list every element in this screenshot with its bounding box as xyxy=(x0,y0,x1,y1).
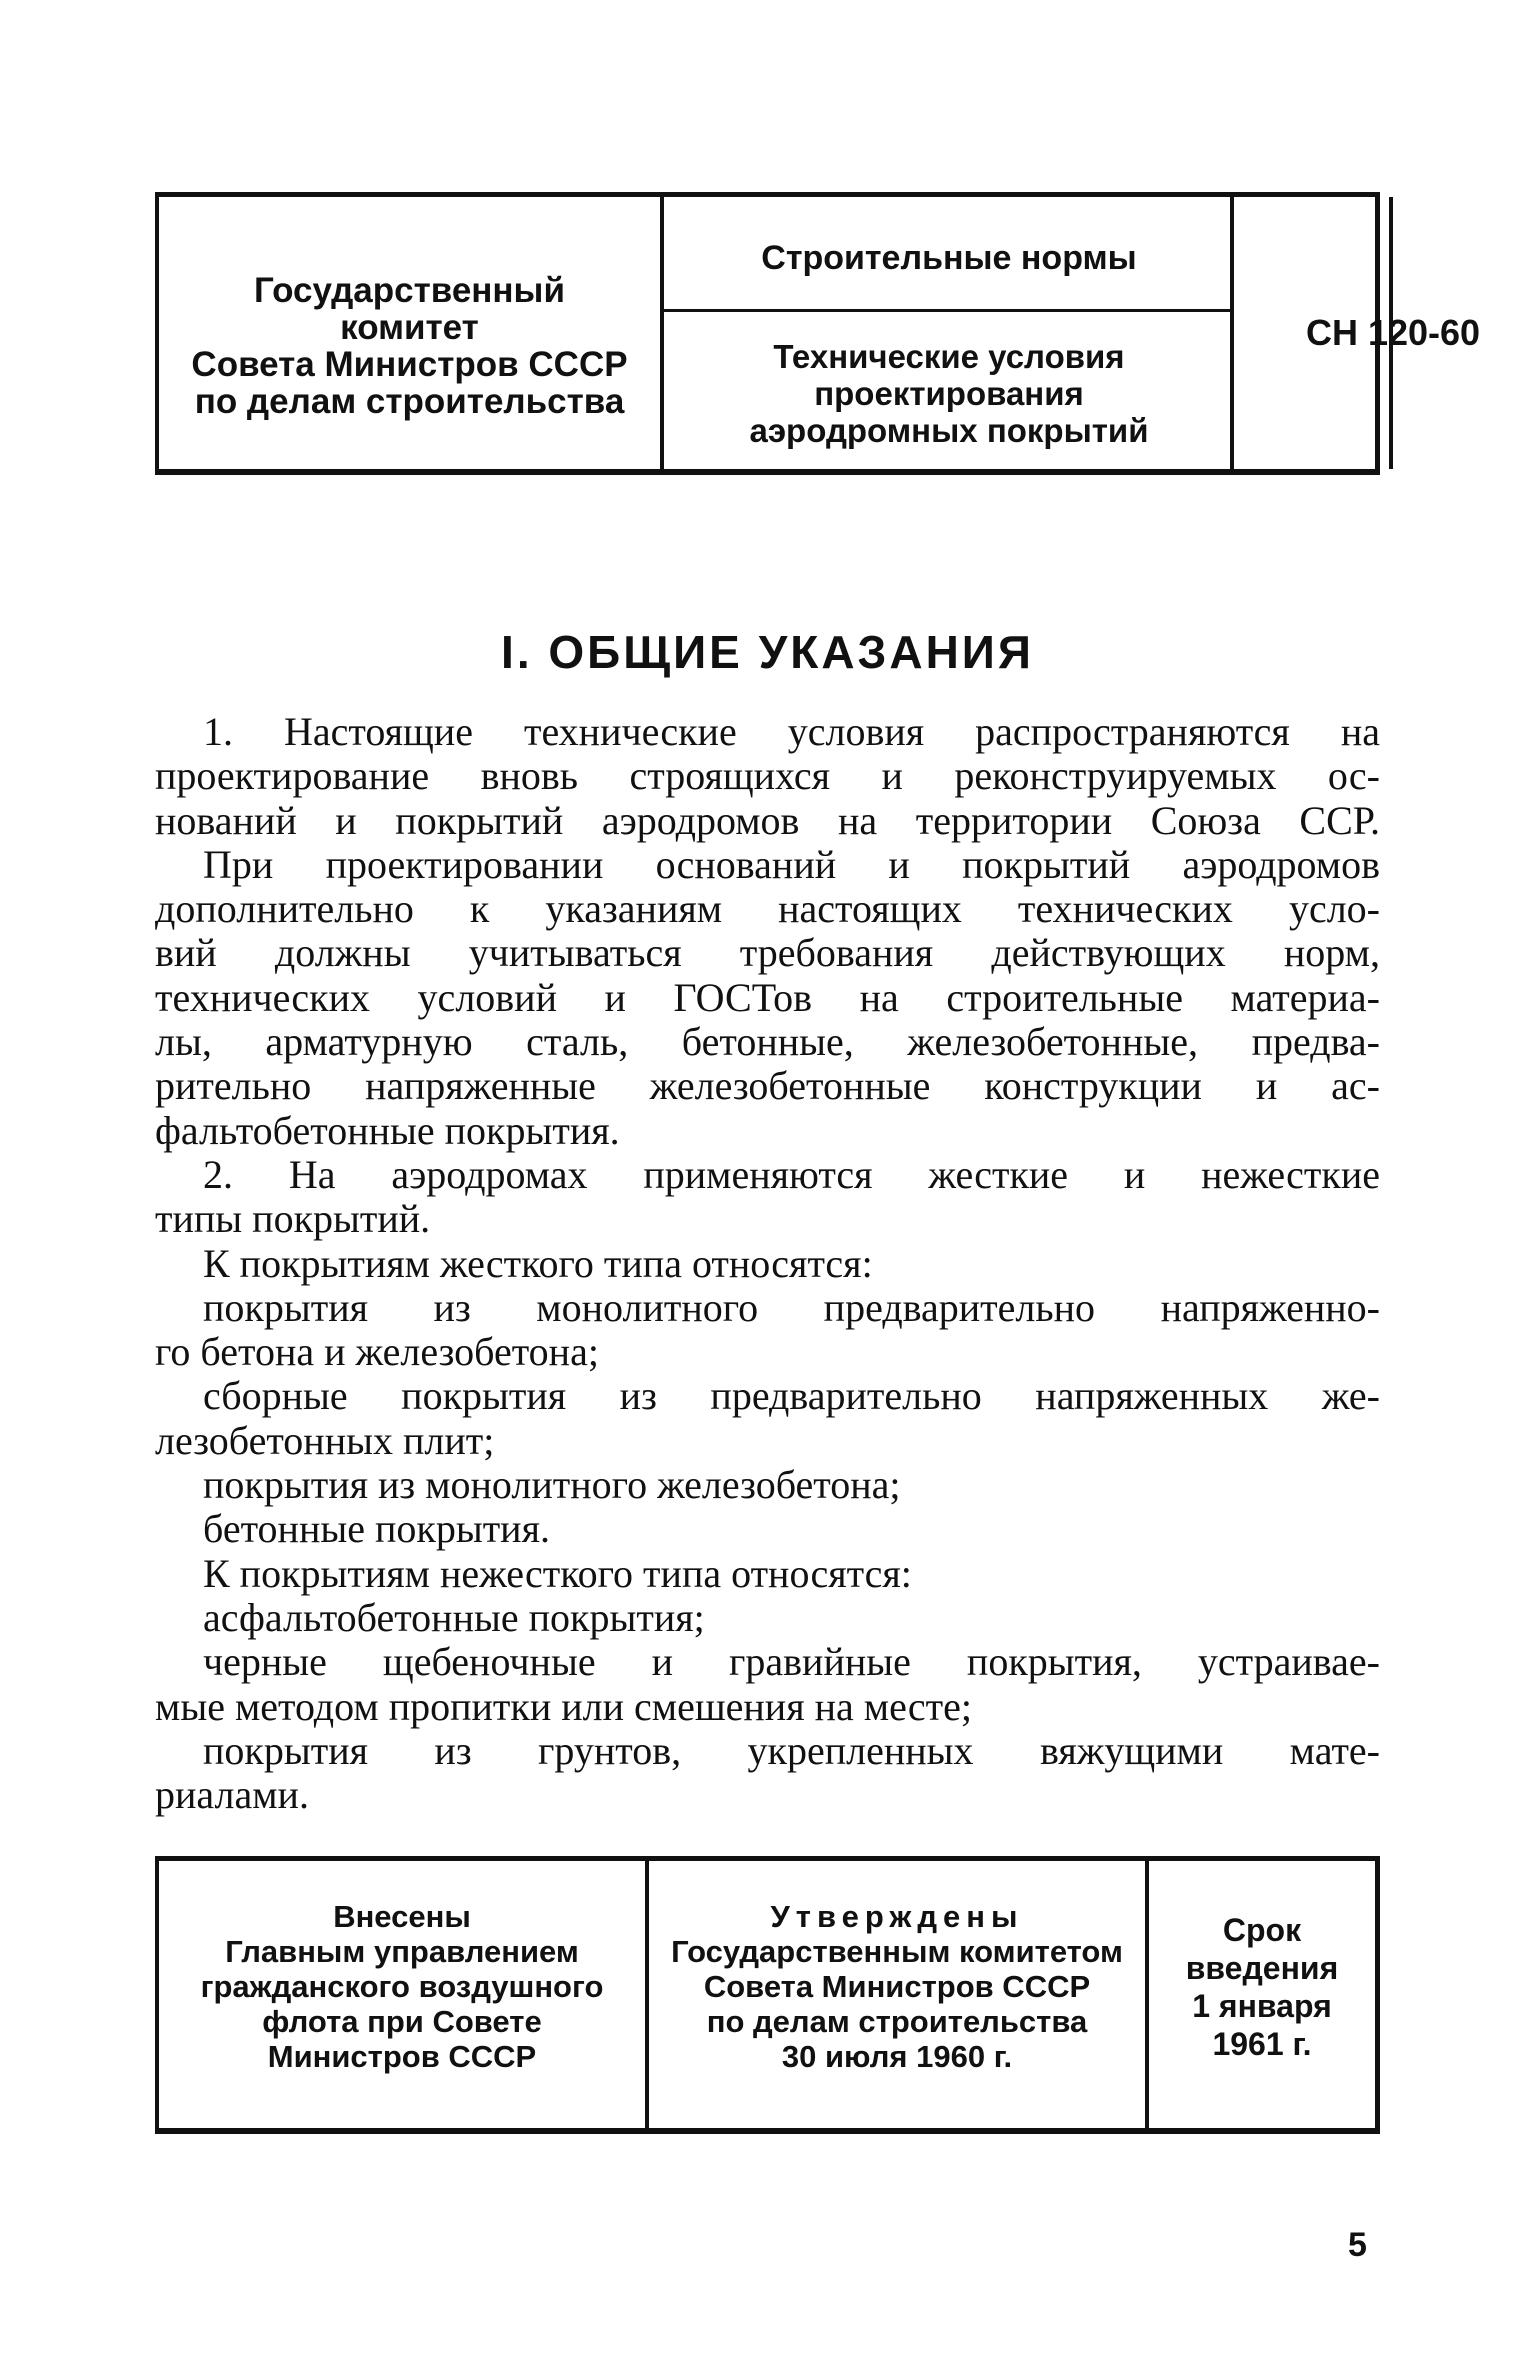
text-line: типы покрытий. xyxy=(155,1196,431,1242)
effective-date-cell xyxy=(1149,1861,1375,2128)
text-line: технических условий и ГОСТов на строительные материа- xyxy=(155,974,1380,1020)
submitted-line: Министров СССР xyxy=(267,2039,537,2074)
text-line: го бетона и железобетона; xyxy=(155,1329,599,1375)
text-line: покрытия из монолитного железобетона; xyxy=(203,1462,901,1508)
issuer-line: Государственный xyxy=(254,270,565,310)
approved-line: по делам строительства xyxy=(706,2004,1088,2039)
text-line: К покрытиям жесткого типа относятся: xyxy=(203,1240,873,1286)
text-line: покрытия из монолитного предварительно напряженно- xyxy=(203,1284,1380,1330)
approved-line: Совета Министров СССР xyxy=(703,1969,1091,2004)
text-line: мые методом пропитки или смешения на месте; xyxy=(155,1683,972,1729)
text-line: покрытия из грунтов, укрепленных вяжущими мате- xyxy=(203,1727,1380,1773)
doc-code: СН 120-60 xyxy=(1305,312,1481,353)
text-line: лы, арматурную сталь, бетонные, железобетонные, предва- xyxy=(155,1019,1380,1065)
approved-line: Государственным комитетом xyxy=(671,1934,1123,1969)
text-line: 1. Настоящие технические условия распространяются на xyxy=(203,709,1380,754)
approved-line: 30 июля 1960 г. xyxy=(781,2039,1013,2074)
text-line: риалами. xyxy=(155,1772,309,1818)
header-table xyxy=(155,192,1481,475)
title-cell xyxy=(664,197,1314,469)
footer-table xyxy=(155,1856,1380,2134)
text-line: бетонные покрытия. xyxy=(203,1506,550,1552)
text-line: сборные покрытия из предварительно напряженных же- xyxy=(203,1373,1380,1419)
text-line: 2. На аэродромах применяются жесткие и нежесткие xyxy=(203,1151,1380,1197)
text-line: нований и покрытий аэродромов на территории Союза ССР. xyxy=(155,797,1380,843)
category-label: Строительные нормы xyxy=(761,238,1137,277)
text-line: дополнительно к указаниям настоящих технических усло- xyxy=(155,886,1380,932)
issuer-line: Совета Министров СССР xyxy=(191,344,628,384)
submitted-line: флота при Совете xyxy=(262,2004,542,2039)
approved-cell xyxy=(649,1861,1149,2128)
effective-line: введения xyxy=(1185,1950,1339,1986)
issuer-cell xyxy=(159,197,664,469)
text-line: рительно напряженные железобетонные конструкции и ас- xyxy=(155,1063,1380,1109)
section-title: I. ОБЩИЕ УКАЗАНИЯ xyxy=(501,626,1034,678)
effective-line: 1961 г. xyxy=(1212,2026,1312,2062)
approved-heading: Утверждены xyxy=(770,1899,1024,1934)
text-line: черные щебеночные и гравийные покрытия, устраивае- xyxy=(203,1639,1380,1685)
text-line: проектирование вновь строящихся и реконструируемых ос- xyxy=(155,753,1380,799)
submitted-cell xyxy=(159,1861,649,2128)
body-text xyxy=(155,710,1380,1817)
text-line: лезобетонных плит; xyxy=(155,1417,495,1463)
doc-title xyxy=(664,317,1234,469)
issuer-line: комитет xyxy=(340,307,479,347)
submitted-line: Главным управлением xyxy=(225,1934,579,1969)
issuer-line: по делам строительства xyxy=(194,381,625,421)
effective-line: Срок xyxy=(1222,1912,1302,1948)
text-line: фальтобетонные покрытия. xyxy=(155,1107,620,1153)
submitted-line: Внесены xyxy=(333,1899,471,1934)
effective-line: 1 января xyxy=(1192,1988,1332,2024)
submitted-line: гражданского воздушного xyxy=(200,1969,604,2004)
column-divider xyxy=(1230,197,1234,469)
text-line: асфальтобетонные покрытия; xyxy=(203,1594,705,1640)
text-line: При проектировании оснований и покрытий аэродромов xyxy=(203,841,1380,887)
category-divider xyxy=(664,309,1234,312)
text-line: вий должны учитываться требования действующих норм, xyxy=(155,930,1380,976)
page-number: 5 xyxy=(1348,2226,1367,2264)
code-cell xyxy=(1305,197,1481,469)
text-line: К покрытиям нежесткого типа относятся: xyxy=(203,1550,912,1596)
doc-title-line: Технические условия xyxy=(773,337,1125,375)
doc-title-line: проектирования xyxy=(814,374,1084,412)
doc-title-line: аэродромных покрытий xyxy=(749,411,1149,449)
